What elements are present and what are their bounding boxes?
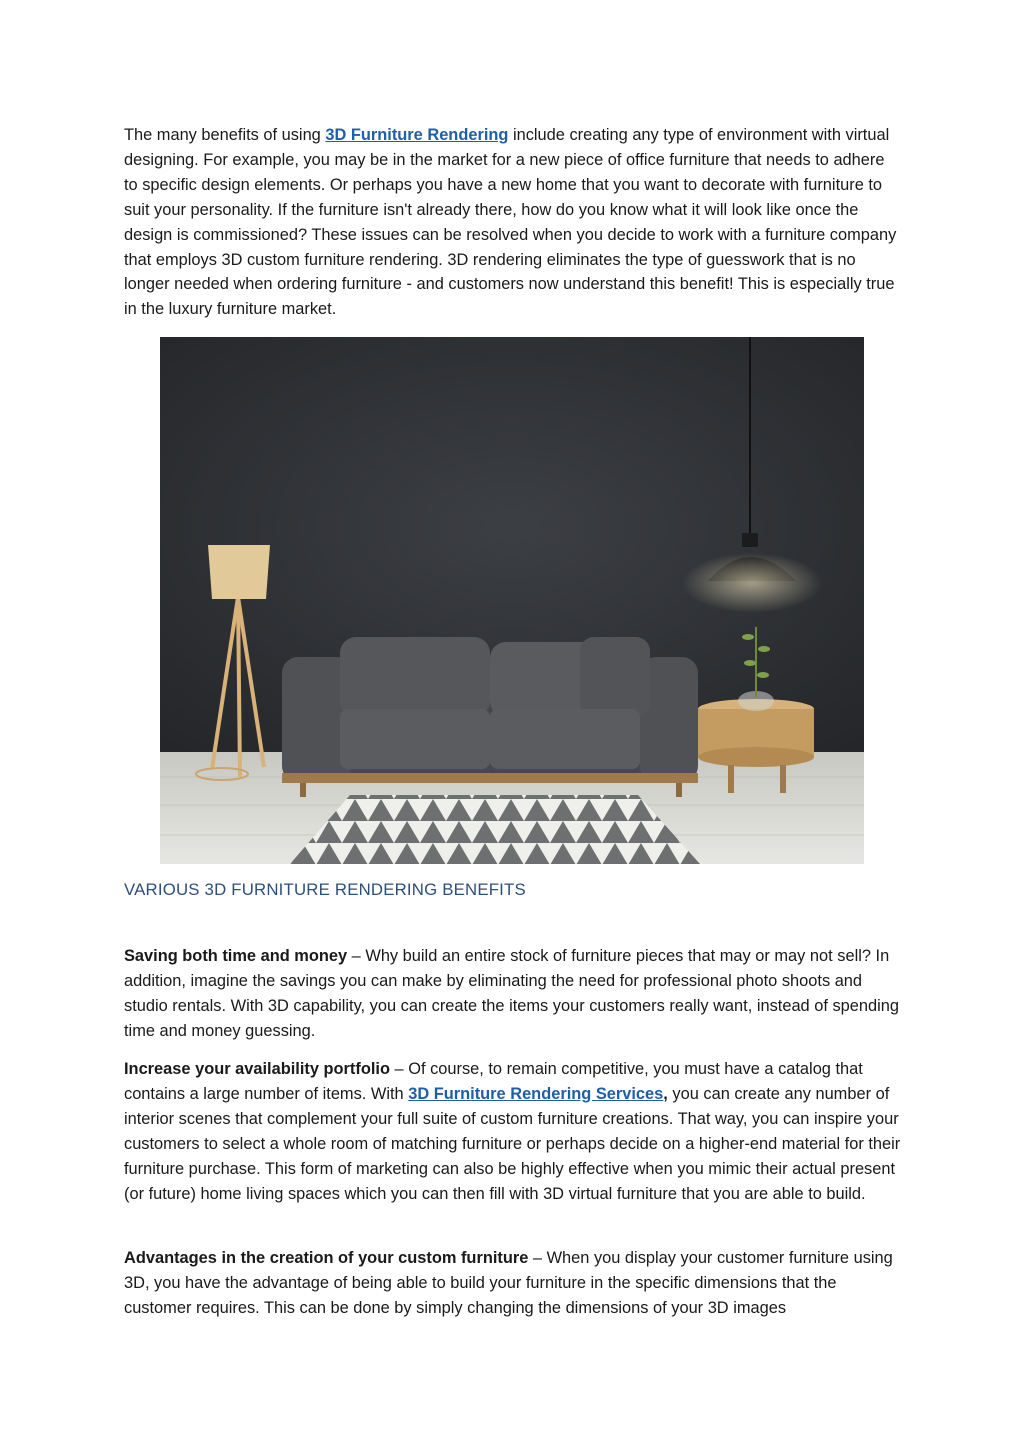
- intro-text-after-link: include creating any type of environment with virtual designing. For example, you may be in the market for a new piece of office furniture that needs to adhere to specific design elements. Or perhaps you have a new home that you want to decorate with furniture to suit your personality. If the furniture isn't already there, how do you know what it will look like once the design is commissioned? These issues can be resolved when you decide to work with a furniture company that employs 3D custom furniture rendering. 3D rendering eliminates the type of guesswork that is no longer needed when ordering furniture - and customers now understand this benefit! This is especially true in the luxury furniture market.: [124, 126, 897, 319]
- living-room-photo: [160, 337, 864, 864]
- sofa: [282, 637, 698, 797]
- furniture-rendering-link[interactable]: 3D Furniture Rendering: [325, 126, 509, 144]
- benefit-paragraph: [124, 944, 902, 1044]
- link-suffix: ,: [663, 1084, 668, 1103]
- benefit-text-after-link: you can create any number of interior scenes that complement your full suite of custom furniture creations. That way, you can inspire your customers to select a whole room of matching furniture or perhaps decide on a higher-end material for their furniture purchase. This form of marketing can also be highly effective when you mimic their actual present (or future) home living spaces which you can then fill with 3D virtual furniture that you are able to build.: [124, 1084, 901, 1203]
- intro-paragraph: [124, 123, 902, 322]
- benefit-title: Advantages in the creation of your custom furniture: [124, 1249, 529, 1267]
- benefit-title: Saving both time and money: [124, 947, 348, 965]
- benefit-paragraph: [124, 1246, 902, 1321]
- section-heading: VARIOUS 3D FURNITURE RENDERING BENEFITS: [124, 880, 526, 899]
- rendering-services-link[interactable]: 3D Furniture Rendering Services: [408, 1084, 664, 1103]
- benefit-text: – When you display your customer furniture using 3D, you have the advantage of being able to build your furniture in the specific dimensions that the customer requires. This can be done by simply changing the dimensions of your 3D images: [124, 1249, 893, 1317]
- benefit-title: Increase your availability portfolio: [124, 1060, 390, 1078]
- intro-text-before-link: The many benefits of using: [124, 126, 326, 144]
- benefit-text: – Why build an entire stock of furniture pieces that may or may not sell? In addition, imagine the savings you can make by eliminating the need for professional photo shoots and studio rentals. With 3D capability, you can create the items your customers really want, instead of spending time and money guessing.: [124, 947, 899, 1040]
- benefit-paragraph: [124, 1057, 902, 1206]
- benefit-text: – Of course, to remain competitive, you must have a catalog that contains a large number of items. With: [124, 1060, 863, 1103]
